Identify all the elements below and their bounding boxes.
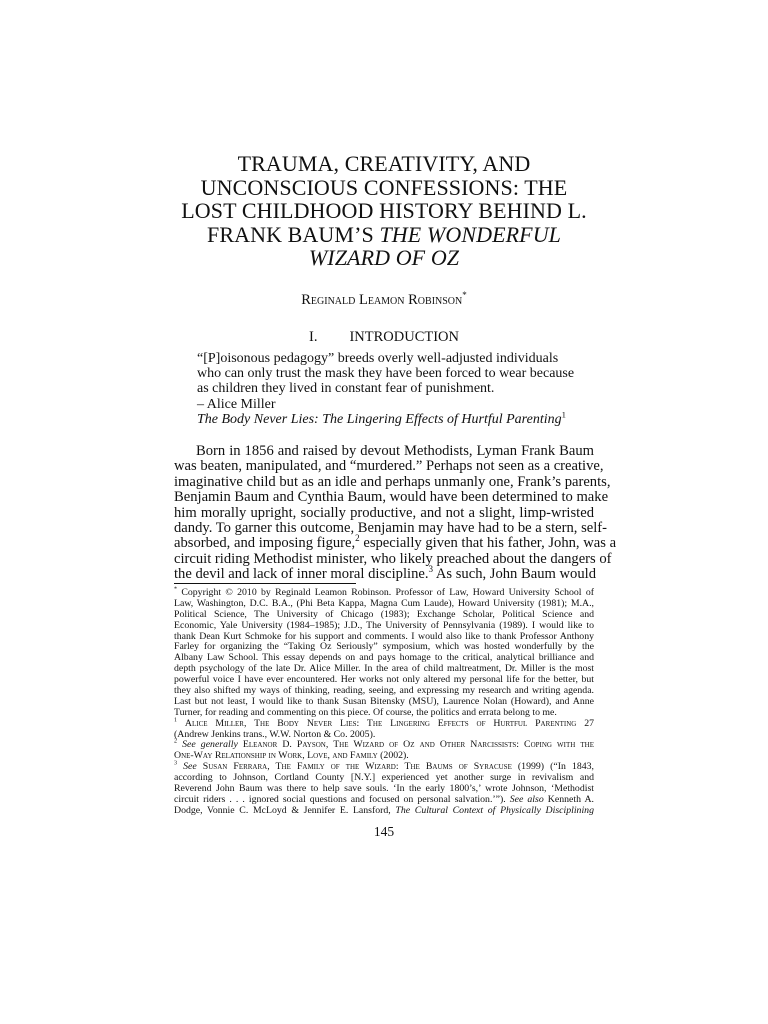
title-line	[150, 223, 618, 247]
footnote-line: thank Dean Kurt Schmoke for his support and comments. I would also like to thank Professor Anthony	[174, 630, 594, 642]
footnote-citation: One-Way Relationship in Work, Love, and Family	[174, 750, 378, 762]
body-line: circuit riding Methodist minister, who likely preached about the dangers of	[174, 550, 612, 567]
epigraph-source	[197, 409, 577, 427]
body-text-run: absorbed, and imposing figure,	[174, 535, 356, 552]
epigraph-line: who can only trust the mask they have been forced to wear because	[197, 366, 575, 382]
footnote-line: Farley for organizing the “Taking Oz Seriously” symposium, which was hosted wonderfully by the	[174, 641, 594, 653]
body-line	[174, 533, 617, 552]
footnote-line: Political Science, The University of Chicago (1983); Exchange Scholar, Political Science and	[174, 608, 594, 620]
body-line	[174, 564, 596, 583]
body-text-run: As such, John Baum would	[433, 566, 596, 583]
footnote-citation-title: The Cultural Context of Physically Disciplining	[395, 804, 594, 816]
footnote-marker: 1	[174, 717, 178, 724]
section-title: INTRODUCTION	[349, 329, 459, 345]
body-line: dandy. To garner this outcome, Benjamin may have had to be a stern, self-	[174, 519, 608, 536]
footnotes	[174, 588, 594, 817]
footnote-line: Economic, Yale University (1984–1985); J.D., The University of Pennsylvania (1989). I would like to	[174, 619, 594, 631]
title-line: UNCONSCIOUS CONFESSIONS: THE	[200, 174, 568, 200]
section-heading	[150, 329, 618, 346]
citation-signal: See also	[509, 793, 544, 805]
footnote-line	[174, 719, 594, 730]
footnote-citation: Alice Miller, The Body Never Lies: The Lingering Effects of Hurtful Parenting	[184, 717, 577, 729]
footnote-text: (2002).	[377, 750, 409, 762]
author-byline	[150, 292, 618, 309]
body-line: him morally upright, socially productive, and not a slight, limp-wristed	[174, 504, 594, 521]
article-title	[150, 152, 618, 270]
footnote-text: Copyright © 2010 by Reginald Leamon Robinson. Professor of Law, Howard University School of	[181, 587, 594, 598]
footnote-line: Albany Law School. This essay depends on and pays homage to the critical, analytical brilliance and	[174, 652, 594, 664]
epigraph-line: as children they lived in constant fear of punishment.	[197, 381, 495, 397]
footnote-marker: 1	[561, 409, 566, 420]
epigraph	[197, 351, 577, 427]
footnote-marker: *	[462, 290, 467, 301]
footnote-citation: Eleanor D. Payson, The Wizard of Oz and Other Narcissists: Coping with the	[237, 739, 595, 751]
body-line: imaginative child but as an idle and perhaps unmanly one, Frank’s parents,	[174, 473, 611, 490]
citation-signal: See generally	[182, 739, 238, 751]
body-line: Born in 1856 and raised by devout Methodists, Lyman Frank Baum	[196, 443, 594, 459]
title-text: FRANK BAUM’S	[206, 221, 380, 247]
footnote-divider	[174, 583, 356, 584]
footnote-line: Turner, for reading and commenting on this piece. Of course, the politics and errata belong to me.	[174, 706, 557, 718]
title-line	[150, 246, 618, 270]
epigraph-source-title: The Body Never Lies: The Lingering Effects of Hurtful Parenting	[197, 411, 562, 427]
footnote-line: according to Johnson, Cortland County [N.Y.] experienced yet another surge in revivalism and	[174, 772, 594, 784]
body-line: was beaten, manipulated, and “murdered.” Perhaps not seen as a creative,	[174, 458, 604, 475]
citation-signal: See	[183, 761, 197, 773]
title-line: TRAUMA, CREATIVITY, AND	[237, 151, 531, 176]
footnote-line: they also shifted my ways of thinking, reading, seeing, and expressing my research and writing agenda.	[174, 685, 594, 697]
footnote-marker: 2	[355, 533, 360, 544]
footnote-line: Law, Washington, D.C. B.A., (Phi Beta Kappa, Magna Cum Laude), Howard University (1981); M.A.,	[174, 597, 594, 609]
footnote-text: Kenneth A.	[543, 793, 594, 805]
footnote-line: Last but not least, I would like to thank Susan Bitensky (MSU), Laurence Nolan (Howard), and Anne	[174, 695, 594, 707]
footnote-text: 27	[576, 717, 594, 729]
title-book-name: THE WONDERFUL	[379, 221, 562, 247]
footnote-text: Dodge, Vonnie C. McLoyd & Jennifer E. Lansford,	[174, 804, 396, 816]
body-text	[174, 443, 617, 583]
body-text-run: the devil and lack of inner moral discipline.	[174, 566, 429, 583]
footnote-line: powerful voice I have ever encountered. Her works not only altered my personal life for the better, but	[174, 674, 594, 686]
section-number: I.	[308, 329, 318, 345]
footnote-marker: 3	[428, 564, 434, 575]
body-text-run: especially given that his father, John, was a	[359, 535, 617, 552]
footnote-text: (1999) (“In 1843,	[511, 761, 594, 773]
title-line: LOST CHILDHOOD HISTORY BEHIND L.	[181, 198, 587, 224]
footnote-text: circuit riders . . . ignored social questions and focused on personal salvation.’”).	[174, 793, 510, 805]
footnote-citation: Susan Ferrara, The Family of the Wizard: The Baums of Syracuse	[196, 761, 512, 773]
epigraph-attribution: – Alice Miller	[197, 396, 276, 412]
title-book-name: WIZARD OF OZ	[308, 245, 460, 271]
body-line: Benjamin Baum and Cynthia Baum, would have been determined to make	[174, 489, 609, 506]
author-name: Reginald Leamon Robinson	[301, 292, 463, 308]
footnote-line: (Andrew Jenkins trans., W.W. Norton & Co. 2005).	[174, 728, 376, 740]
footnote-line	[174, 806, 594, 817]
footnote-line: Reverend John Baum was there to help save souls. ‘In the early 1800’s,’ wrote Johnson, ‘Methodist	[174, 783, 594, 795]
footnote-marker: 2	[174, 739, 178, 746]
footnote-line: depth psychology of the late Dr. Alice Miller. In the area of child maltreatment, Dr. Miller is the most	[174, 663, 594, 675]
footnote-marker: *	[174, 586, 178, 593]
footnote-marker: 3	[174, 760, 178, 767]
epigraph-line: “[P]oisonous pedagogy” breeds overly well-adjusted individuals	[197, 351, 559, 366]
page-number: 145	[373, 824, 395, 839]
